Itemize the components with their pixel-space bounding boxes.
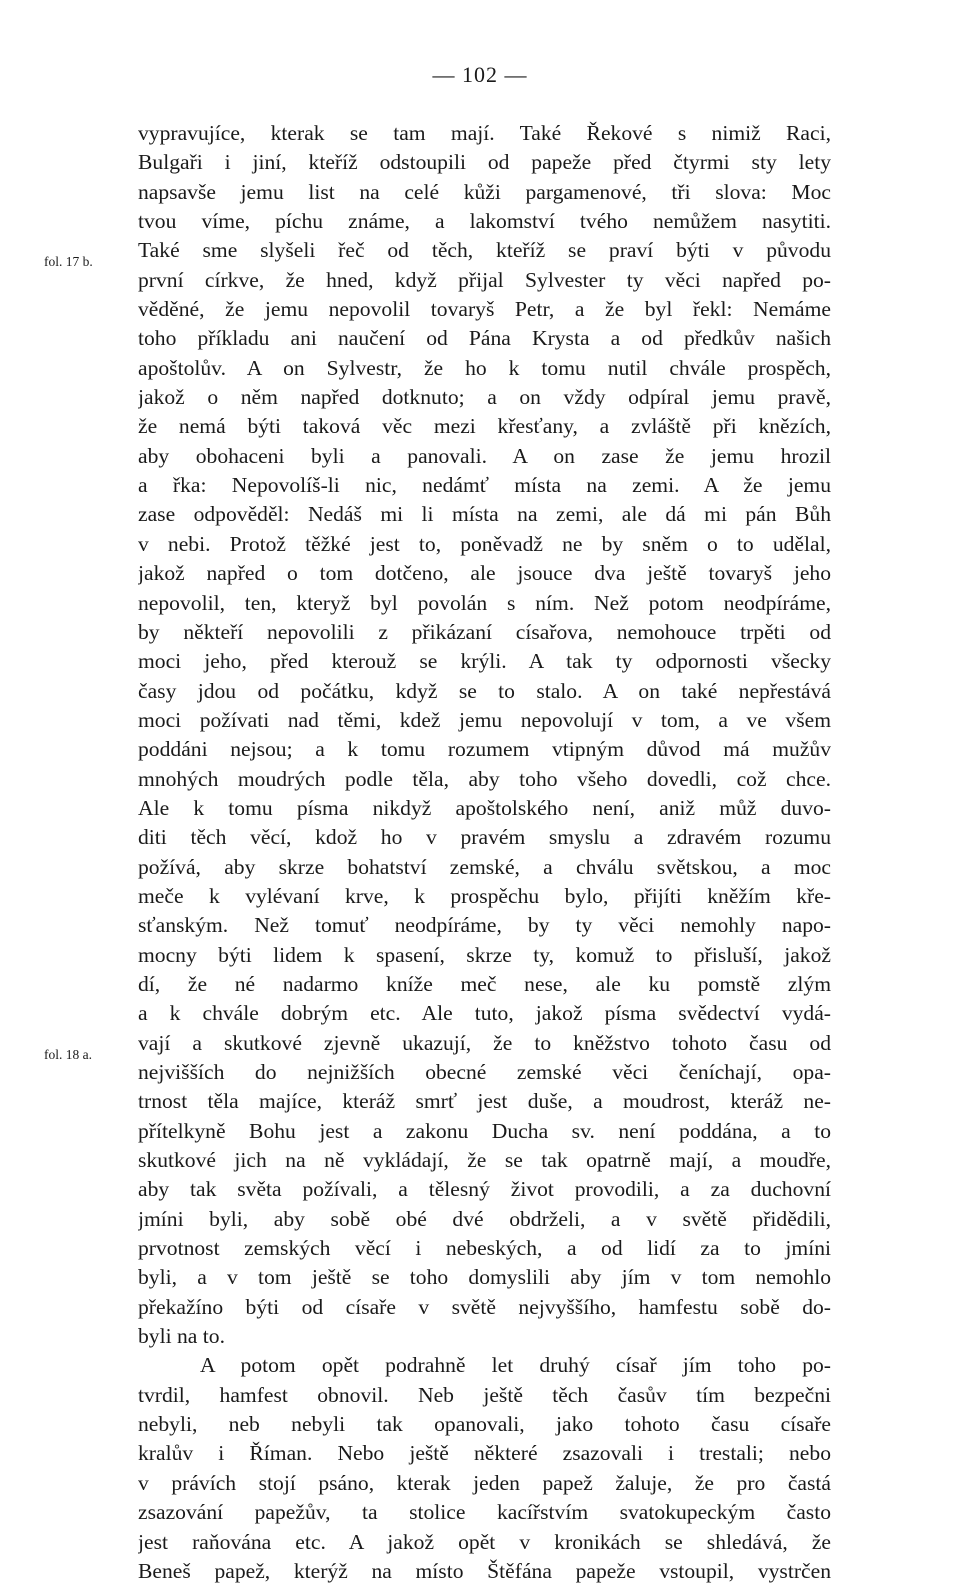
text-line: jmíni byli, aby sobě obé dvé obdrželi, a v světě přidědili,: [138, 1206, 831, 1231]
text-line: A potom opět podrahně let druhý císař jím toho po-: [200, 1353, 831, 1378]
text-line: a k chvále dobrým etc. Ale tuto, jakož písma svědectví vydá-: [138, 1001, 831, 1026]
text-line: trnost těla majíce, kteráž smrť jest duše, a moudrost, kteráž ne-: [138, 1089, 831, 1114]
text-line: nebyli, neb nebyli tak opanovali, jako tohoto času císaře: [138, 1412, 831, 1437]
text-line: časy jdou od počátku, když se to stalo. A on také nepřestává: [138, 678, 831, 703]
text-line: Beneš papež, kterýž na místo Štěfána papeže vstoupil, vystrčen: [138, 1558, 831, 1583]
text-line: tvou víme, píchu známe, a lakomství tvého nemůžem nasytiti.: [138, 209, 831, 234]
text-line: by někteří nepovolili z přikázaní císařova, nemohouce trpěti od: [138, 619, 831, 644]
text-line: meče k vylévaní krve, k prospěchu bylo, přijíti kněžím kře-: [138, 883, 831, 908]
text-line: překažíno býti od císaře v světě nejvyššího, hamfestu sobě do-: [138, 1294, 831, 1319]
margin-note-fol-18a: fol. 18 a.: [44, 1047, 92, 1062]
text-line: v nebi. Protož těžké jest to, poněvadž ne by sněm o to udělal,: [138, 531, 831, 556]
text-line: aby tak světa požívali, a tělesný život provodili, a za duchovní: [138, 1177, 831, 1202]
body-text: [138, 119, 831, 1586]
text-line: napsavše jemu list na celé kůži pargamenové, tři slova: Moc: [138, 179, 831, 204]
text-line: a řka: Nepovolíš-li nic, nedámť místa na zemi. A že jemu: [138, 473, 831, 498]
text-line: mocny býti lidem k spasení, skrze ty, komuž to přisluší, jakož: [138, 942, 831, 967]
text-line: jakož o něm napřed dotknuto; a on vždy odpíral jemu pravě,: [138, 385, 831, 410]
text-line: jest raňována etc. A jakož opět v kronikách se shledává, že: [138, 1529, 831, 1554]
text-line: Také sme slyšeli řeč od těch, kteříž se praví býti v původu: [138, 238, 831, 263]
text-line: vají a skutkové zjevně ukazují, že to kněžstvo tohoto času od: [138, 1030, 831, 1055]
page-number: — 102 —: [432, 62, 528, 87]
text-line: zsazování papežův, ta stolice kacířstvím svatokupeckým často: [138, 1500, 831, 1525]
text-line: jakož napřed o tom dotčeno, ale jsouce dva ještě tovaryš jeho: [138, 561, 831, 586]
text-line: apoštolův. A on Sylvestr, že ho k tomu nutil chvále prospěch,: [138, 355, 831, 380]
text-line: že nemá býti taková věc mezi křesťany, a zvláště při knězích,: [138, 414, 831, 439]
text-line: prvotnost zemských věcí i nebeských, a od lidí za to jmíni: [138, 1236, 831, 1261]
text-line: přítelkyně Bohu jest a zakonu Ducha sv. není poddána, a to: [138, 1118, 831, 1143]
text-line: zase odpověděl: Nedáš mi li místa na zemi, ale dá mi pán Bůh: [138, 502, 831, 527]
text-line: kralův i Říman. Nebo ještě některé zsazovali i trestali; nebo: [138, 1441, 831, 1466]
text-line: tvrdil, hamfest obnovil. Neb ještě těch časův tím bezpečni: [138, 1382, 831, 1407]
text-line: byli na to.: [138, 1324, 225, 1349]
text-line: moci požívati nad těmi, kdež jemu nepovolují v tom, a ve všem: [138, 707, 831, 732]
text-line: byli, a v tom ještě se toho domyslili aby jím v tom nemohlo: [138, 1265, 831, 1290]
text-line: dí, že né nadarmo kníže meč nese, ale ku pomstě zlým: [138, 971, 831, 996]
text-line: toho příkladu ani naučení od Pána Krysta a od předkův našich: [138, 326, 831, 351]
text-line: aby obohaceni byli a panovali. A on zase že jemu hrozil: [138, 443, 831, 468]
text-line: vypravujíce, kterak se tam mají. Také Řekové s nimiž Raci,: [138, 121, 831, 145]
text-line: nejvišších do nejnižších obecné zemské věci čeníchají, opa-: [138, 1060, 831, 1084]
text-line: skutkové jich na ně vykládají, že se tak opatrně mají, a moudře,: [138, 1148, 831, 1173]
text-line: poddáni nejsou; a k tomu rozumem vtipným důvod má mužův: [138, 737, 831, 762]
text-line: Bulgaři i jiní, kteříž odstoupili od papeže před čtyrmi sty lety: [138, 150, 831, 175]
text-line: nepovolil, ten, kteryž byl povolán s ním. Než potom neodpíráme,: [138, 590, 831, 615]
text-line: první církve, že hned, když přijal Sylvester ty věci napřed po-: [138, 267, 831, 292]
text-line: moci jeho, před kterouž se krýli. A tak ty odpornosti všecky: [138, 649, 831, 674]
margin-note-fol-17b: fol. 17 b.: [44, 254, 93, 269]
text-line: sťanským. Než tomuť neodpíráme, by ty věci nemohly napo-: [138, 913, 831, 938]
text-line: požívá, aby skrze bohatství zemské, a chválu světskou, a moc: [138, 854, 831, 879]
text-line: Ale k tomu písma nikdyž apoštolského není, aniž můž duvo-: [138, 795, 831, 820]
text-line: v právích stojí psáno, kterak jeden papež žaluje, že pro častá: [138, 1470, 831, 1495]
text-line: věděné, že jemu nepovolil tovaryš Petr, a že byl řekl: Nemáme: [138, 297, 831, 322]
text-line: diti těch věcí, kdož ho v pravém smyslu a zdravém rozumu: [138, 825, 831, 850]
text-line: mnohých moudrých podle těla, aby toho všeho dovedli, což chce.: [138, 766, 831, 791]
